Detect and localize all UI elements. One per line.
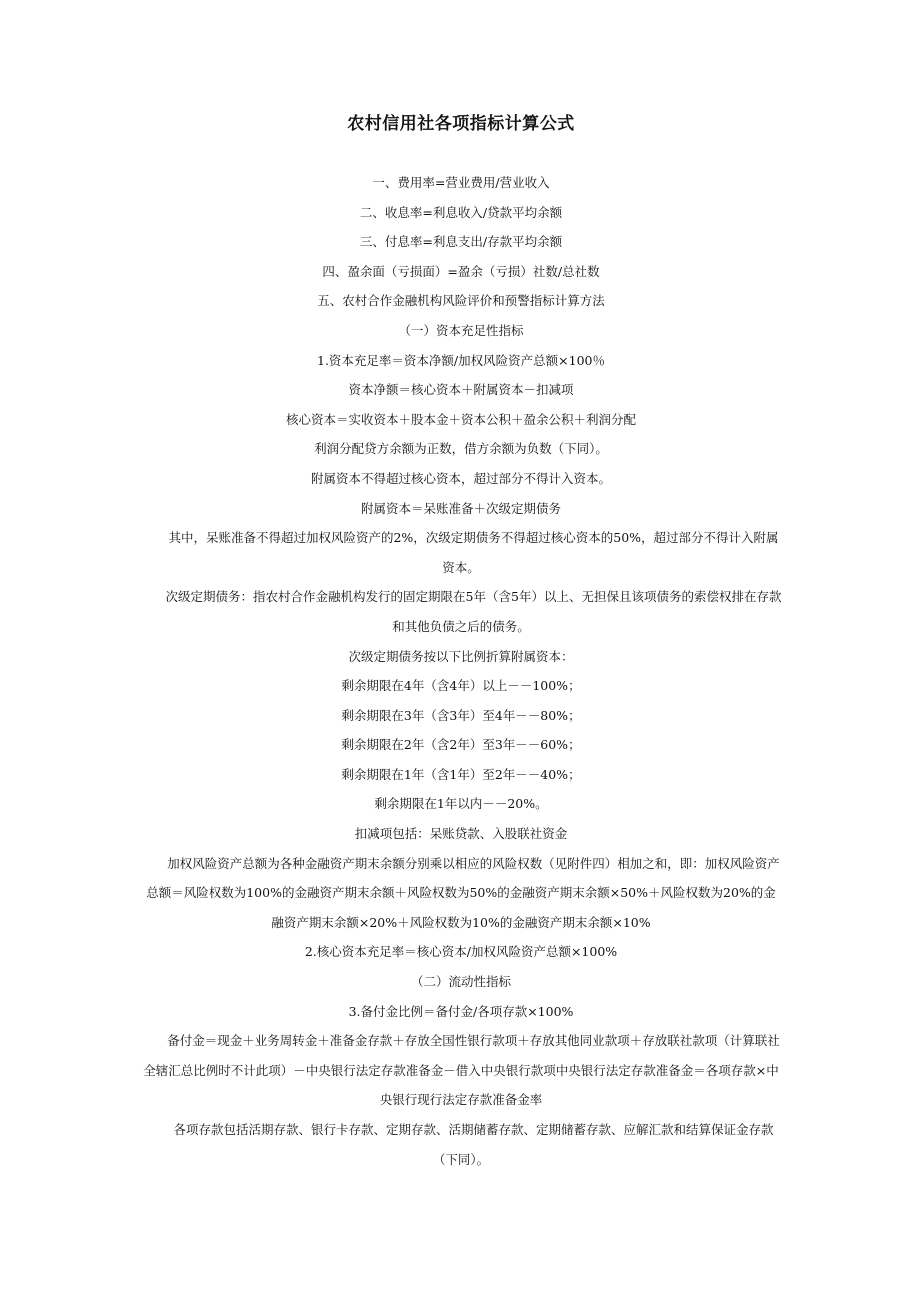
subsection-heading-liquidity: （二）流动性指标 — [410, 974, 511, 990]
subsection-heading-capital-adequacy: （一）资本充足性指标 — [398, 322, 524, 338]
definition-reserve-funds: 备付金＝现金＋业务周转金＋准备金存款＋存放全国性银行款项＋存放其他同业款项＋存放联社款项（计算联社全辖汇总比例时不计此项）－中央银行法定存款准备金－借入中央银行款项中央银行法定存款准备金＝各项存款×中央银行现行法定存款准备金率 — [143, 1033, 780, 1108]
formula-core-capital: 核心资本＝实收资本＋股本金＋资本公积＋盈余公积＋利润分配 — [285, 411, 636, 427]
definition-total-deposits: 各项存款包括活期存款、银行卡存款、定期存款、活期储蓄存款、定期储蓄存款、应解汇款和结算保证金存款（下同）。 — [173, 1122, 774, 1167]
formula-expense-rate: 一、费用率=营业费用/营业收入 — [372, 175, 550, 190]
list-item-term-1-year: 剩余期限在1年（含1年）至2年－－40%； — [341, 766, 581, 782]
formula-supplementary-capital: 附属资本＝呆账准备＋次级定期债务 — [360, 500, 561, 516]
document-title: 农村信用社各项指标计算公式 — [347, 114, 575, 134]
formula-surplus-ratio: 四、盈余面（亏损面）=盈余（亏损）社数/总社数 — [322, 263, 600, 279]
formula-net-capital: 资本净额＝核心资本＋附属资本－扣减项 — [348, 382, 574, 398]
note-supplementary-capital-limit: 附属资本不得超过核心资本，超过部分不得计入资本。 — [310, 470, 611, 486]
definition-subordinated-debt: 次级定期债务：指农村合作金融机构发行的固定期限在5年（含5年）以上、无担保且该项债务的索偿权排在存款和其他负债之后的债务。 — [165, 589, 782, 634]
document-page — [140, 110, 782, 1174]
section-heading-risk-indicators: 五、农村合作金融机构风险评价和预警指标计算方法 — [317, 293, 605, 309]
note-deductions: 扣减项包括：呆账贷款、入股联社资金 — [354, 826, 568, 842]
formula-interest-payment-rate: 三、付息率=利息支出/存款平均余额 — [359, 234, 563, 250]
list-item-term-under-1-year: 剩余期限在1年以内－－20%。 — [374, 796, 548, 812]
list-item-term-4-years: 剩余期限在4年（含4年）以上－－100%； — [341, 678, 581, 694]
heading-subordinated-debt-conversion: 次级定期债务按以下比例折算附属资本： — [348, 648, 574, 664]
list-item-term-2-years: 剩余期限在2年（含2年）至3年－－60%； — [341, 737, 581, 753]
list-item-term-3-years: 剩余期限在3年（含3年）至4年－－80%； — [341, 707, 581, 723]
formula-interest-income-rate: 二、收息率=利息收入/贷款平均余额 — [359, 204, 563, 220]
formula-reserve-ratio: 3.备付金比例＝备付金/各项存款×100% — [348, 1003, 574, 1019]
note-bad-debt-reserve: 其中，呆账准备不得超过加权风险资产的2%，次级定期债务不得超过核心资本的50%，超过部分不得计入附属资本。 — [168, 530, 779, 575]
note-profit-distribution: 利润分配贷方余额为正数，借方余额为负数（下同）。 — [314, 441, 608, 457]
definition-weighted-risk-assets: 加权风险资产总额为各种金融资产期末余额分别乘以相应的风险权数（见附件四）相加之和，即：加权风险资产总额＝风险权数为100%的金融资产期末余额＋风险权数为50%的金融资产期末余额×50%＋风险权数为20%的金融资产期末余额×20%＋风险权数为10%的金融资产期末余额×10% — [146, 855, 780, 930]
formula-capital-adequacy-ratio: 1.资本充足率＝资本净额/加权风险资产总额×100％ — [317, 352, 605, 368]
formula-core-capital-adequacy: 2.核心资本充足率＝核心资本/加权风险资产总额×100% — [304, 944, 618, 960]
